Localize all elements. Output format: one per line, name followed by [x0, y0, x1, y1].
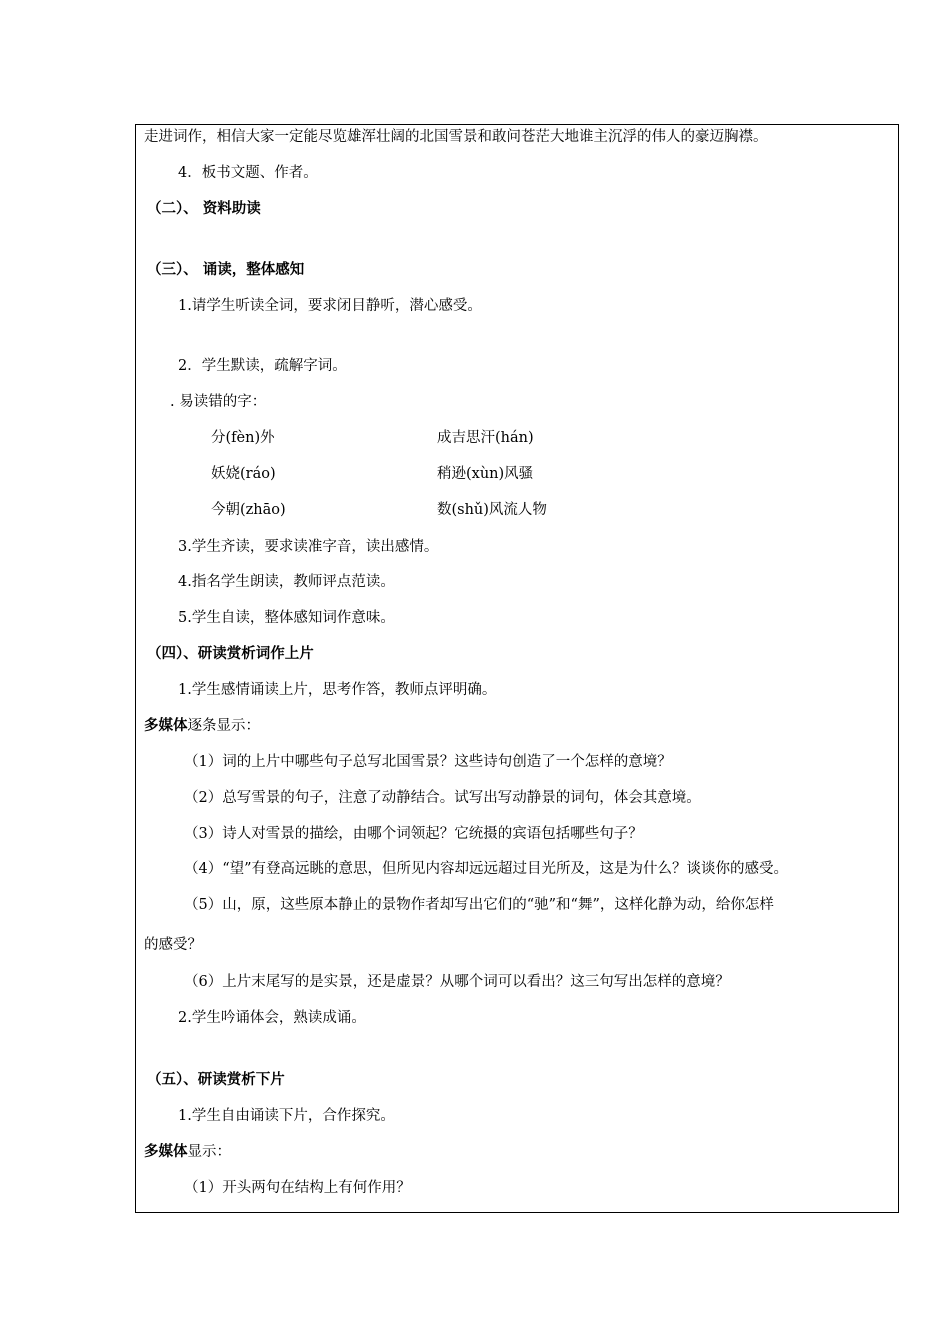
step-silent-read: 2．学生默读，疏解字词。	[178, 358, 347, 374]
section-5-heading: （五）、研读赏析下片	[147, 1072, 285, 1088]
section-3-heading: （三）、 诵读，整体感知	[147, 262, 305, 278]
step-lower-part: 1.学生自由诵读下片，合作探究。	[178, 1108, 395, 1124]
word-item: 稍逊(xùn)风骚	[437, 466, 534, 482]
multimedia-label-1: 多媒体逐条显示：	[144, 718, 260, 734]
question-6: （6）上片末尾写的是实景，还是虚景？从哪个词可以看出？这三句写出怎样的意境？	[184, 974, 730, 990]
word-item: 成吉思汗(hán)	[437, 430, 534, 446]
question-1: （1）词的上片中哪些句子总写北国雪景？这些诗句创造了一个怎样的意境？	[184, 754, 672, 770]
question-5-continued: 的感受？	[144, 937, 202, 953]
intro-paragraph: 走进词作，相信大家一定能尽览雄浑壮阔的北国雪景和敢问苍茫大地谁主沉浮的伟人的豪迈胸襟。	[144, 129, 768, 145]
question-lower-1: （1）开头两句在结构上有何作用？	[184, 1180, 411, 1196]
tricky-characters-label: . 易读错的字：	[170, 394, 267, 410]
word-item: 数(shǔ)风流人物	[437, 502, 547, 518]
step-named-read: 4.指名学生朗读，教师评点范读。	[178, 574, 395, 590]
section-4-heading: （四）、研读赏析词作上片	[147, 646, 314, 662]
question-3: （3）诗人对雪景的描绘，由哪个词领起？它统摄的宾语包括哪些句子？	[184, 826, 643, 842]
word-item: 今朝(zhāo)	[211, 502, 286, 518]
question-2: （2）总写雪景的句子，注意了动静结合。试写出写动静景的词句，体会其意境。	[184, 790, 701, 806]
step-upper-part: 1.学生感情诵读上片，思考作答，教师点评明确。	[178, 682, 497, 698]
section-2-heading: （二）、 资料助读	[147, 201, 261, 217]
step-recite: 2.学生吟诵体会，熟读成诵。	[178, 1010, 366, 1026]
step-listen: 1.请学生听读全词，要求闭目静听，潜心感受。	[178, 298, 482, 314]
content-table-cell	[135, 124, 899, 1213]
multimedia-label-2: 多媒体显示：	[144, 1144, 231, 1160]
step-self-read: 5.学生自读，整体感知词作意味。	[178, 610, 395, 626]
step-chorus-read: 3.学生齐读，要求读准字音，读出感情。	[178, 539, 439, 555]
step-4-title: 4．板书文题、作者。	[178, 165, 318, 181]
question-4: （4）“望”有登高远眺的意思，但所见内容却远远超过目光所及，这是为什么？谈谈你的感受。	[184, 861, 789, 877]
word-item: 分(fèn)外	[211, 430, 275, 446]
question-5: （5）山，原，这些原本静止的景物作者却写出它们的“驰”和“舞”，这样化静为动，给你怎样	[184, 897, 774, 913]
word-item: 妖娆(ráo)	[211, 466, 276, 482]
